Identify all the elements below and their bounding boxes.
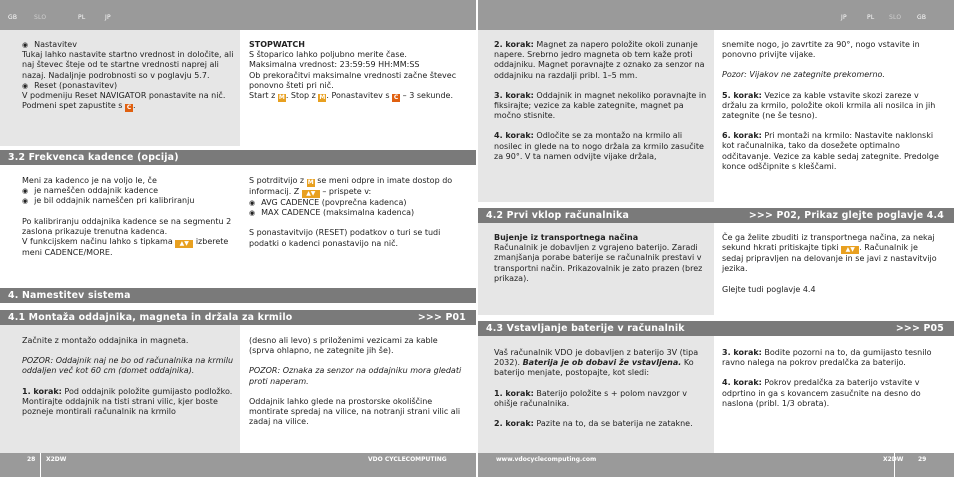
right-top-col1 — [494, 40, 708, 162]
lang-jp: JP — [841, 14, 847, 21]
section-4-2-header — [478, 208, 954, 223]
up-down-icon: ▲▼ — [175, 240, 193, 248]
step: 6. korak: Pri montaži na krmilo: Nastavite naklonski kot računalnika, tako da dosežete optimalno odčitavanje. Vezice za kable sedaj zategnite. Predolge konce odščipnite s kleščami. — [722, 131, 939, 171]
m-key-icon: M — [278, 94, 285, 102]
item-nastavitev: ◉ Nastavitev — [22, 40, 234, 50]
section-ref: >>> P01 — [417, 312, 466, 323]
para: Oddajnik lahko glede na prostorske okoliščine montirate spredaj na vilice, na notranji strani vilic ali zadaj na vilice. — [249, 396, 461, 427]
page-number-box — [894, 453, 913, 477]
intro-col1 — [22, 40, 234, 112]
section-4-header — [0, 288, 476, 303]
section-title: 4. Namestitev sistema — [8, 290, 131, 301]
sec43-col1 — [494, 348, 708, 429]
para: (desno ali levo) s priloženimi vezicami za kable (sprva ohlapno, ne zategnite jih še). — [249, 336, 438, 356]
section-4-1-header — [0, 310, 476, 325]
para: Vaš računalnik VDO je dobavljen z baterijo 3V (tipa 2032). Baterija je ob dobavi že vstavljena. Ko baterijo menjate, postopajte, kot sledi: — [494, 348, 699, 378]
sec32-col2 — [249, 176, 465, 249]
stopwatch-line: S štoparico lahko poljubno merite čase. — [249, 50, 407, 60]
sec43-col2 — [722, 348, 940, 409]
nastavitev-text: Tukaj lahko nastavite startno vrednost in določite, ali naj števec šteje od te startne vrednosti naprej ali nazaj. Nadaljnje podrobnosti so v poglavju 5.7. — [22, 50, 234, 80]
para: V funkcijskem načinu lahko s tipkama ▲▼ izberete meni CADENCE/MORE. — [22, 237, 229, 258]
model-name: X2DW — [883, 456, 904, 463]
section-3-2-header — [0, 150, 476, 165]
bullet: ◉ je bil oddajnik nameščen pri kalibriranju — [22, 196, 242, 206]
top-bar-left — [0, 0, 476, 30]
m-key-icon: M — [319, 94, 326, 102]
stopwatch-line: Ob prekoračitvi maksimalne vrednosti začne števec ponovno šteti pri nič. — [249, 70, 457, 90]
footer-right — [478, 453, 954, 477]
step: 4. korak: Odločite se za montažo na krmilo ali nosilec in glede na to nogo držala za krmilo zasučite za 90°. V ta namen odvijte vijake držala, — [494, 131, 704, 161]
step: 2. korak: Magnet za napero položite okoli zunanje napere. Srebrno jedro magneta ob tem kaže proti oddajniku. Magnet poravnajte z oznako za senzor na oddajniku na razdalji pribl. 1–5 mm. — [494, 40, 705, 80]
lang-gb: GB — [917, 14, 927, 21]
step: 3. korak: Bodite pozorni na to, da gumijasto tesnilo ravno nalega na pokrov predalčka za baterijo. — [722, 348, 932, 368]
para: S ponastavitvijo (RESET) podatkov o turi se tudi podatki o kadenci ponastavijo na nič. — [249, 228, 441, 248]
page-number: 29 — [918, 456, 927, 463]
footer-left — [0, 453, 476, 477]
top-bar-right — [478, 0, 954, 30]
right-top-col2 — [722, 40, 940, 172]
stopwatch-controls: Start z M. Stop z M. Ponastavitev s C – 3 sekunde. — [249, 91, 454, 102]
bullet: ◉ AVG CADENCE (povprečna kadenca) — [249, 198, 465, 208]
website-url: www.vdocyclecomputing.com — [496, 456, 597, 463]
section-title: 4.2 Prvi vklop računalnika — [486, 210, 629, 221]
step: 1. korak: Baterijo položite s + polom navzgor v ohišje računalnika. — [494, 388, 687, 408]
subheading: Bujenje iz transportnega načina — [494, 233, 639, 242]
lang-pl: PL — [78, 14, 86, 21]
para: Začnite z montažo oddajnika in magneta. — [22, 336, 189, 345]
bullet: ◉ je nameščen oddajnik kadence — [22, 186, 242, 196]
sec41-col1 — [22, 336, 234, 417]
up-down-icon: ▲▼ — [302, 190, 320, 198]
para: Po kalibriranju oddajnika kadence se na segmentu 2 zaslona prikazuje trenutna kadenca. — [22, 216, 232, 236]
section-ref: >>> P02, Prikaz glejte poglavje 4.4 — [748, 210, 944, 221]
c-key-icon: C — [393, 94, 399, 102]
stopwatch-line: Maksimalna vrednost: 23:59:59 HH:MM:SS — [249, 60, 420, 70]
step: 4. korak: Pokrov predalčka za baterijo vstavite v odprtino in ga s kovancem zasučnite na desno do naslona (pribl. 1/3 obrata). — [722, 378, 921, 408]
step: 1. korak: Pod oddajnik položite gumijasto podložko. Montirajte oddajnik na tisti strani vilic, kjer boste pozneje montirali računalnik na krmilo — [22, 386, 233, 417]
sec32-col1 — [22, 176, 242, 258]
section-title: 4.3 Vstavljanje baterije v računalnik — [486, 323, 685, 334]
lang-gb: GB — [8, 14, 18, 21]
up-down-icon: ▲▼ — [841, 246, 859, 254]
sec42-col1 — [494, 233, 708, 284]
page-gutter — [476, 0, 478, 477]
item-reset: ◉ Reset (ponastavitev) — [22, 81, 234, 91]
warning: POZOR: Oddajnik naj ne bo od računalnika na krmilu oddaljen več kot 60 cm (domet oddajnika). — [22, 356, 234, 376]
section-ref: >>> P05 — [895, 323, 944, 334]
model-name: X2DW — [46, 456, 67, 463]
lang-jp: JP — [105, 14, 111, 21]
para: Glejte tudi poglavje 4.4 — [722, 284, 816, 294]
step: 3. korak: Oddajnik in magnet nekoliko poravnajte in fiksirajte; vezice za kable zategnite, magnet pa močno stisnite. — [494, 90, 707, 121]
para: snemite nogo, jo zavrtite za 90°, nogo vstavite in ponovno privijte vijake. — [722, 40, 920, 60]
stopwatch-title: STOPWATCH — [249, 40, 305, 49]
para: Računalnik je dobavljen z vgrajeno baterijo. Zaradi zmanjšanja porabe baterije se računalnik prestavi v transportni način. Prikazovalnik je zato prazen (brez prikaza). — [494, 243, 703, 283]
para: S potrditvijo z M se meni odpre in imate dostop do informacij. Z ▲▼ – prispete v: — [249, 176, 453, 197]
section-title: 4.1 Montaža oddajnika, magneta in držala za krmilo — [8, 312, 293, 323]
warning: POZOR: Oznaka za senzor na oddajniku mora gledati proti naperam. — [249, 366, 462, 386]
para: Če ga želite zbuditi iz transportnega načina, za nekaj sekund hkrati pritiskajte tipki ▲▼ . Računalnik je sedaj pripravljen na delovanje in se javi z nastavitvijo jezika. — [722, 233, 937, 274]
m-key-icon: M — [307, 179, 314, 186]
bullet: ◉ MAX CADENCE (maksimalna kadenca) — [249, 208, 465, 218]
sec41-col2 — [249, 336, 465, 427]
lang-slo: SLO — [889, 14, 902, 21]
step: 2. korak: Pazite na to, da se baterija ne zatakne. — [494, 419, 693, 429]
section-title: 3.2 Frekvenca kadence (opcija) — [8, 152, 179, 163]
step: 5. korak: Vezice za kable vstavite skozi zareze v držalu za krmilo, položite okoli krmila ali nosilca in jih zategnite (ne še tesno). — [722, 90, 936, 121]
lang-slo: SLO — [34, 14, 47, 21]
section-4-3-header — [478, 321, 954, 336]
para: Meni za kadenco je na voljo le, če — [22, 176, 157, 185]
stopwatch-col — [249, 40, 465, 102]
lang-pl: PL — [867, 14, 875, 21]
reset-text: V podmeniju Reset NAVIGATOR ponastavite na nič. Podmeni spet zapustite s C . — [22, 91, 226, 112]
warning: Pozor: Vijakov ne zategnite prekomerno. — [722, 70, 885, 80]
page-number: 28 — [27, 456, 36, 463]
sec42-col2 — [722, 233, 940, 295]
brand-name: VDO CYCLECOMPUTING — [368, 456, 447, 463]
c-key-icon: C — [126, 104, 132, 112]
